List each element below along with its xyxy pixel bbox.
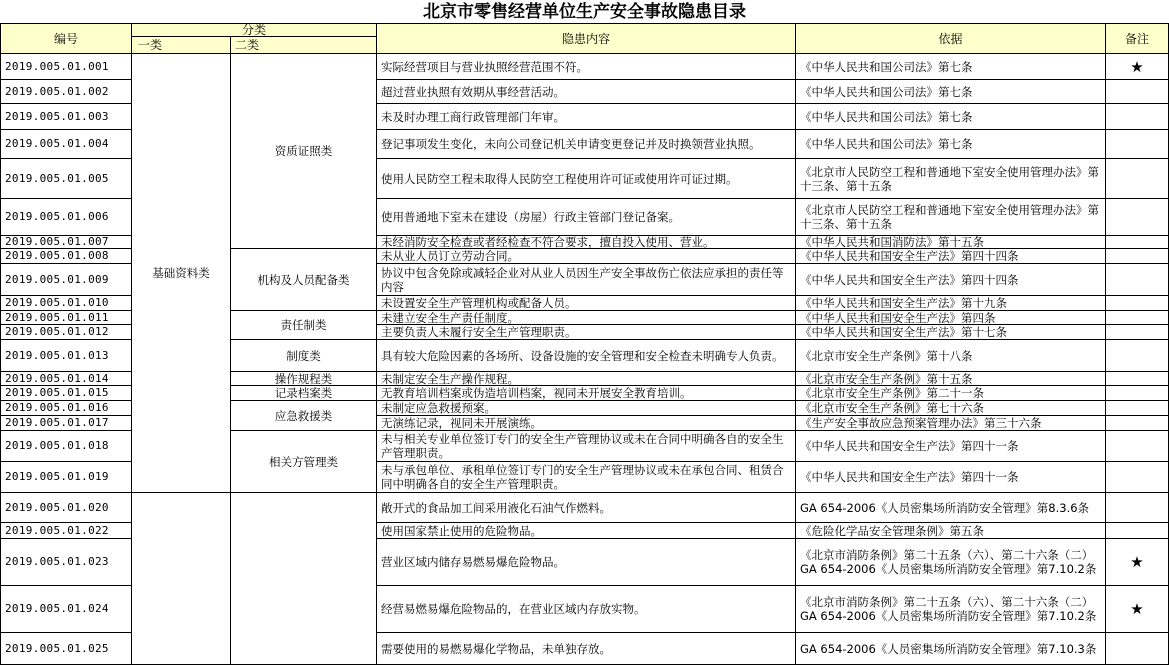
level1-group bbox=[132, 493, 231, 665]
row-note bbox=[1106, 416, 1169, 431]
row-code: 2019.005.01.018 bbox=[1, 431, 132, 462]
row-code: 2019.005.01.005 bbox=[1, 159, 132, 199]
row-basis: 《北京市安全生产条例》第二十一条 bbox=[796, 386, 1106, 401]
row-basis: 《中华人民共和国安全生产法》第四十四条 bbox=[796, 264, 1106, 296]
row-code: 2019.005.01.023 bbox=[1, 539, 132, 586]
row-hazard: 协议中包含免除或减轻企业对从业人员因生产安全事故伤亡依法应承担的责任等内容 bbox=[377, 264, 796, 296]
row-basis: 《北京市安全生产条例》第十五条 bbox=[796, 372, 1106, 386]
row-note bbox=[1106, 199, 1169, 236]
row-code: 2019.005.01.007 bbox=[1, 236, 132, 249]
row-note bbox=[1106, 372, 1169, 386]
row-basis: 《北京市安全生产条例》第七十六条 bbox=[796, 401, 1106, 416]
row-basis: GA 654-2006《人员密集场所消防安全管理》第7.10.3条 bbox=[796, 633, 1106, 665]
row-basis: 《中华人民共和国安全生产法》第四十一条 bbox=[796, 462, 1106, 493]
level2-group: 责任制类 bbox=[231, 311, 377, 340]
row-note bbox=[1106, 431, 1169, 462]
row-code: 2019.005.01.013 bbox=[1, 340, 132, 372]
row-note bbox=[1106, 104, 1169, 130]
row-note bbox=[1106, 401, 1169, 416]
row-hazard: 登记事项发生变化，未向公司登记机关申请变更登记并及时换领营业执照。 bbox=[377, 130, 796, 159]
header-note: 备注 bbox=[1106, 24, 1169, 54]
level2-group: 制度类 bbox=[231, 340, 377, 372]
row-note bbox=[1106, 633, 1169, 665]
row-note bbox=[1106, 236, 1169, 249]
row-hazard: 未设置安全生产管理机构或配备人员。 bbox=[377, 296, 796, 311]
row-basis: 《北京市安全生产条例》第十八条 bbox=[796, 340, 1106, 372]
row-basis: 《中华人民共和国安全生产法》第四十四条 bbox=[796, 249, 1106, 264]
row-note bbox=[1106, 493, 1169, 523]
row-note bbox=[1106, 386, 1169, 401]
row-note bbox=[1106, 296, 1169, 311]
row-hazard: 敞开式的食品加工间采用液化石油气作燃料。 bbox=[377, 493, 796, 523]
row-hazard: 无教育培训档案或伪造培训档案，视同未开展安全教育培训。 bbox=[377, 386, 796, 401]
row-hazard: 超过营业执照有效期从事经营活动。 bbox=[377, 80, 796, 104]
row-hazard: 使用国家禁止使用的危险物品。 bbox=[377, 523, 796, 539]
row-hazard: 未及时办理工商行政管理部门年审。 bbox=[377, 104, 796, 130]
row-hazard: 使用普通地下室未在建设（房屋）行政主管部门登记备案。 bbox=[377, 199, 796, 236]
row-basis: 《北京市消防条例》第二十五条（六）、第二十六条（二）GA 654-2006《人员密集场所消防安全管理》第7.10.2条 bbox=[796, 586, 1106, 633]
row-code: 2019.005.01.006 bbox=[1, 199, 132, 236]
row-basis: 《中华人民共和国安全生产法》第四条 bbox=[796, 311, 1106, 325]
row-hazard: 未与相关专业单位签订专门的安全生产管理协议或未在合同中明确各自的安全生产管理职责。 bbox=[377, 431, 796, 462]
row-basis: 《中华人民共和国公司法》第七条 bbox=[796, 104, 1106, 130]
header-basis: 依据 bbox=[796, 24, 1106, 54]
row-hazard: 无演练记录，视同未开展演练。 bbox=[377, 416, 796, 431]
row-hazard: 需要使用的易燃易爆化学物品，未单独存放。 bbox=[377, 633, 796, 665]
row-code: 2019.005.01.004 bbox=[1, 130, 132, 159]
row-basis: GA 654-2006《人员密集场所消防安全管理》第8.3.6条 bbox=[796, 493, 1106, 523]
level2-group: 资质证照类 bbox=[231, 54, 377, 249]
row-note bbox=[1106, 523, 1169, 539]
row-basis: 《北京市消防条例》第二十五条（六）、第二十六条（二）GA 654-2006《人员密集场所消防安全管理》第7.10.2条 bbox=[796, 539, 1106, 586]
page-title: 北京市零售经营单位生产安全事故隐患目录 bbox=[423, 2, 746, 22]
row-hazard: 未经消防安全检查或者经检查不符合要求，擅自投入使用、营业。 bbox=[377, 236, 796, 249]
header-category: 分类 bbox=[132, 24, 377, 37]
row-code: 2019.005.01.003 bbox=[1, 104, 132, 130]
row-basis: 《中华人民共和国公司法》第七条 bbox=[796, 54, 1106, 80]
header-hazard: 隐患内容 bbox=[377, 24, 796, 54]
row-code: 2019.005.01.001 bbox=[1, 54, 132, 80]
row-basis: 《生产安全事故应急预案管理办法》第三十六条 bbox=[796, 416, 1106, 431]
row-note bbox=[1106, 130, 1169, 159]
row-code: 2019.005.01.010 bbox=[1, 296, 132, 311]
level2-group-empty bbox=[231, 493, 377, 665]
row-code: 2019.005.01.009 bbox=[1, 264, 132, 296]
row-basis: 《北京市人民防空工程和普通地下室安全使用管理办法》第十三条、第十五条 bbox=[796, 159, 1106, 199]
row-hazard: 未与承包单位、承租单位签订专门的安全生产管理协议或未在承包合同、租赁合同中明确各自的安全生产管理职责。 bbox=[377, 462, 796, 493]
row-note bbox=[1106, 340, 1169, 372]
row-hazard: 营业区域内储存易燃易爆危险物品。 bbox=[377, 539, 796, 586]
row-code: 2019.005.01.011 bbox=[1, 311, 132, 325]
row-hazard: 未建立安全生产责任制度。 bbox=[377, 311, 796, 325]
row-code: 2019.005.01.016 bbox=[1, 401, 132, 416]
row-hazard: 经营易燃易爆危险物品的，在营业区域内存放实物。 bbox=[377, 586, 796, 633]
row-code: 2019.005.01.025 bbox=[1, 633, 132, 665]
header-level1: 一类 bbox=[132, 37, 231, 54]
star-icon: ★ bbox=[1106, 54, 1169, 80]
row-basis: 《北京市人民防空工程和普通地下室安全使用管理办法》第十三条、第十五条 bbox=[796, 199, 1106, 236]
star-icon: ★ bbox=[1106, 539, 1169, 586]
row-code: 2019.005.01.024 bbox=[1, 586, 132, 633]
row-basis: 《中华人民共和国消防法》第十五条 bbox=[796, 236, 1106, 249]
level2-group: 记录档案类 bbox=[231, 386, 377, 401]
row-note bbox=[1106, 80, 1169, 104]
row-hazard: 主要负责人未履行安全生产管理职责。 bbox=[377, 325, 796, 340]
row-note bbox=[1106, 264, 1169, 296]
row-basis: 《中华人民共和国公司法》第七条 bbox=[796, 80, 1106, 104]
row-hazard: 使用人民防空工程未取得人民防空工程使用许可证或使用许可证过期。 bbox=[377, 159, 796, 199]
row-code: 2019.005.01.017 bbox=[1, 416, 132, 431]
row-note bbox=[1106, 325, 1169, 340]
row-basis: 《中华人民共和国安全生产法》第十七条 bbox=[796, 325, 1106, 340]
level2-group: 相关方管理类 bbox=[231, 431, 377, 493]
row-hazard: 实际经营项目与营业执照经营范围不符。 bbox=[377, 54, 796, 80]
row-code: 2019.005.01.015 bbox=[1, 386, 132, 401]
level2-group: 操作规程类 bbox=[231, 372, 377, 386]
header-level2: 二类 bbox=[231, 37, 377, 54]
row-code: 2019.005.01.020 bbox=[1, 493, 132, 523]
row-note bbox=[1106, 159, 1169, 199]
level2-group: 机构及人员配备类 bbox=[231, 249, 377, 311]
level1-group: 基础资料类 bbox=[132, 54, 231, 493]
row-basis: 《中华人民共和国安全生产法》第四十一条 bbox=[796, 431, 1106, 462]
header-code: 编号 bbox=[1, 24, 132, 54]
row-note bbox=[1106, 462, 1169, 493]
row-hazard: 未制定安全生产操作规程。 bbox=[377, 372, 796, 386]
row-note bbox=[1106, 249, 1169, 264]
row-hazard: 具有较大危险因素的各场所、设备设施的安全管理和安全检查未明确专人负责。 bbox=[377, 340, 796, 372]
row-hazard: 未从业人员订立劳动合同。 bbox=[377, 249, 796, 264]
row-code: 2019.005.01.012 bbox=[1, 325, 132, 340]
star-icon: ★ bbox=[1106, 586, 1169, 633]
row-basis: 《中华人民共和国公司法》第七条 bbox=[796, 130, 1106, 159]
row-code: 2019.005.01.022 bbox=[1, 523, 132, 539]
row-code: 2019.005.01.002 bbox=[1, 80, 132, 104]
row-code: 2019.005.01.008 bbox=[1, 249, 132, 264]
row-code: 2019.005.01.019 bbox=[1, 462, 132, 493]
row-hazard: 未制定应急救援预案。 bbox=[377, 401, 796, 416]
row-basis: 《中华人民共和国安全生产法》第十九条 bbox=[796, 296, 1106, 311]
row-code: 2019.005.01.014 bbox=[1, 372, 132, 386]
row-note bbox=[1106, 311, 1169, 325]
row-basis: 《危险化学品安全管理条例》第五条 bbox=[796, 523, 1106, 539]
level2-group: 应急救援类 bbox=[231, 401, 377, 431]
